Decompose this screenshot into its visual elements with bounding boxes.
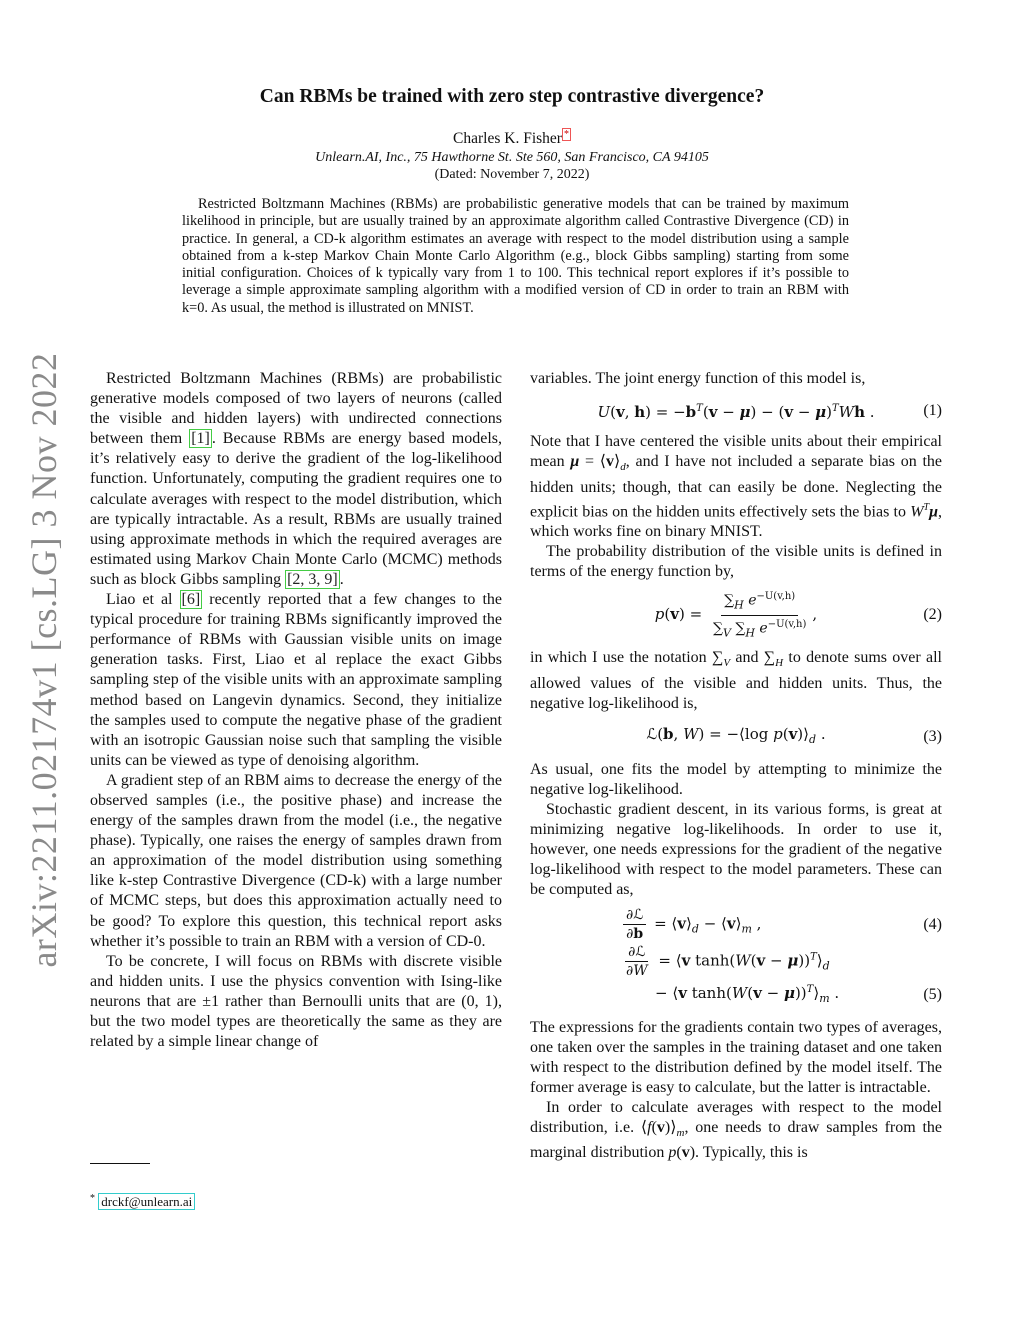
paragraph: A gradient step of an RBM aims to decrease the energy of the observed samples (i.e., the positive phase) and increase the energy of the samples drawn from the model (i.e., the negative phase). Typically, one raises the energy of samples drawn from an approximation of the model distribution using something like k-step Contrastive Divergence (CD-k) with a large number of MCMC steps, but does this approximation actually need to be good? To explore this question, this technical report asks whether it’s possible to train an RBM with a version of CD-0.	[90, 771, 502, 950]
affiliation: Unlearn.AI, Inc., 75 Hawthorne St. Ste 560, San Francisco, CA 94105	[315, 150, 709, 165]
author-line	[0, 130, 1024, 148]
equation-number: (3)	[923, 727, 942, 745]
paper-title: Can RBMs be trained with zero step contrastive divergence?	[259, 86, 765, 107]
equation-5: $\frac{\text{∂ℒ}}{\partial W}$ = ⟨v $\tanh(W(v - \mu))^T⟩_d$	[626, 944, 830, 980]
paragraph: variables. The joint energy function of this model is,	[530, 370, 866, 387]
equation-number: (4)	[923, 915, 942, 933]
author-name: Charles K. Fisher	[453, 130, 562, 148]
paragraph: The expressions for the gradients contain two types of averages, one taken over the samples in the training dataset and one taken with respect to the distribution defined by the model itself. The former average is easy to calculate, but the latter is intractable.	[530, 1018, 942, 1096]
citation-link[interactable]: [6]	[181, 591, 201, 609]
paragraph: In order to calculate averages with respect to the model distribution, i.e. $⟨f(v)⟩_m$, one needs to draw samples from the marginal distribution p(v). Typically, this is	[530, 1098, 943, 1162]
equation-4: $\frac{\text{∂ℒ}}{\partial b}$ = $⟨v⟩_d$ − $⟨v⟩_m$ , (4)	[530, 906, 942, 943]
equation-1: U(v, $h) = -b^T(v - \mu) - (v - \mu)^TWh$ . (1)	[597, 401, 942, 422]
equation-number: (2)	[923, 606, 942, 624]
equation-5-cont: − ⟨v $\tanh(W(v - \mu))^T⟩_m$ . (5)	[655, 984, 942, 1006]
paragraph: in which I use the notation $\sum_V$ and $\sum_H$ to denote sums over all allowed values of the visible and hidden units. Thus, the negative log-likelihood is,	[530, 649, 942, 712]
footnote-rule	[90, 1163, 150, 1164]
paragraph: The probability distribution of the visible units is defined in terms of the energy function by,	[530, 543, 942, 581]
citation-link[interactable]: [2, 3, 9]	[287, 570, 338, 588]
citation-link[interactable]: [1]	[191, 430, 210, 448]
footnote: * drckf@unlearn.ai	[90, 1193, 195, 1210]
equation-number: (5)	[923, 985, 942, 1003]
paragraph: As usual, one fits the model by attempting to minimize the negative log-likelihood.	[530, 760, 942, 798]
date-line: (Dated: November 7, 2022)	[434, 167, 590, 182]
equation-3: ℒ(b, W) = −⟨log $p(v)⟩_d$ . (3)	[646, 724, 942, 746]
equation-2: p(v) = $\frac{\sum_H e^{-U(v,h)}}{\sum_V \sum_H e^{-U(v,h)}}$ , (2)	[530, 588, 942, 642]
paragraph: Note that I have centered the visible units about their empirical mean $\mu = ⟨v⟩_d$, and I have not included a separate bias on the hidden units; though, that can easily be done. Neglecting the explicit bias on the hidden units effectively sets the bias to $W^T\mu$, which works fine on binary MNIST.	[530, 433, 942, 541]
arxiv-stamp: arXiv:2211.02174v1 [cs.LG] 3 Nov 2022	[24, 352, 64, 968]
email-link[interactable]: drckf@unlearn.ai	[98, 1193, 195, 1210]
equation-number: (1)	[923, 401, 942, 419]
right-column	[530, 369, 942, 1163]
paragraph: To be concrete, I will focus on RBMs with discrete visible and hidden units. I use the physics convention with Ising-like neurons that are ±1 rather than Bernoulli units that are (0, 1), but the two model types are theoretically the same as they are related by a simple linear change of	[90, 952, 502, 1051]
author-footnote-link[interactable]: *	[563, 129, 569, 140]
paragraph: Stochastic gradient descent, in its various forms, is great at minimizing negative log-likelihoods. In order to use it, however, one needs expressions for the gradient of the negative log-likelihood with respect to the model parameters. These can be computed as,	[530, 801, 942, 899]
abstract: Restricted Boltzmann Machines (RBMs) are probabilistic generative models that can be trained by maximum likelihood in principle, but are usually trained by an approximate algorithm called Contrastive Divergence (CD) in practice. In general, a CD-k algorithm estimates an average with respect to the model distribution using a sample obtained from a k-step Markov Chain Monte Carlo Algorithm (e.g., block Gibbs sampling) starting from some initial configuration. Choices of k typically vary from 1 to 100. This technical report explores if it’s possible to leverage a simple approximate sampling algorithm with a modified version of CD in order to train an RBM with k=0. As usual, the method is illustrated on MNIST.	[182, 196, 849, 316]
paragraph: Liao et al [6] recently reported that a few changes to the typical procedure for training RBMs significantly improved the performance of RBMs with Gaussian visible units on image generation tasks. First, Liao et al replace the exact Gibbs sampling step of the visible units with an approximate sampling method based on Langevin dynamics. Second, they initialize the samples used to compute the negative phase of the gradient with an isotropic Gaussian noise such that sampling the visible units can be viewed as type of denoising algorithm.	[90, 591, 502, 769]
paragraph: Restricted Boltzmann Machines (RBMs) are probabilistic generative models composed of two layers of neurons (called the visible and hidden layers) with undirected connections between them [1] . Because RBMs are energy based models, it’s relatively easy to derive the gradient of the log-likelihood function. Unfortunately, computing the gradient requires one to calculate averages with respect to the model distribution, which are typically intractable. As a result, RBMs are usually trained using approximate methods in which the required averages are estimated using Markov Chain Monte Carlo (MCMC) methods such as block Gibbs sampling [2, 3, 9] .	[90, 370, 503, 588]
left-column	[90, 369, 502, 1052]
